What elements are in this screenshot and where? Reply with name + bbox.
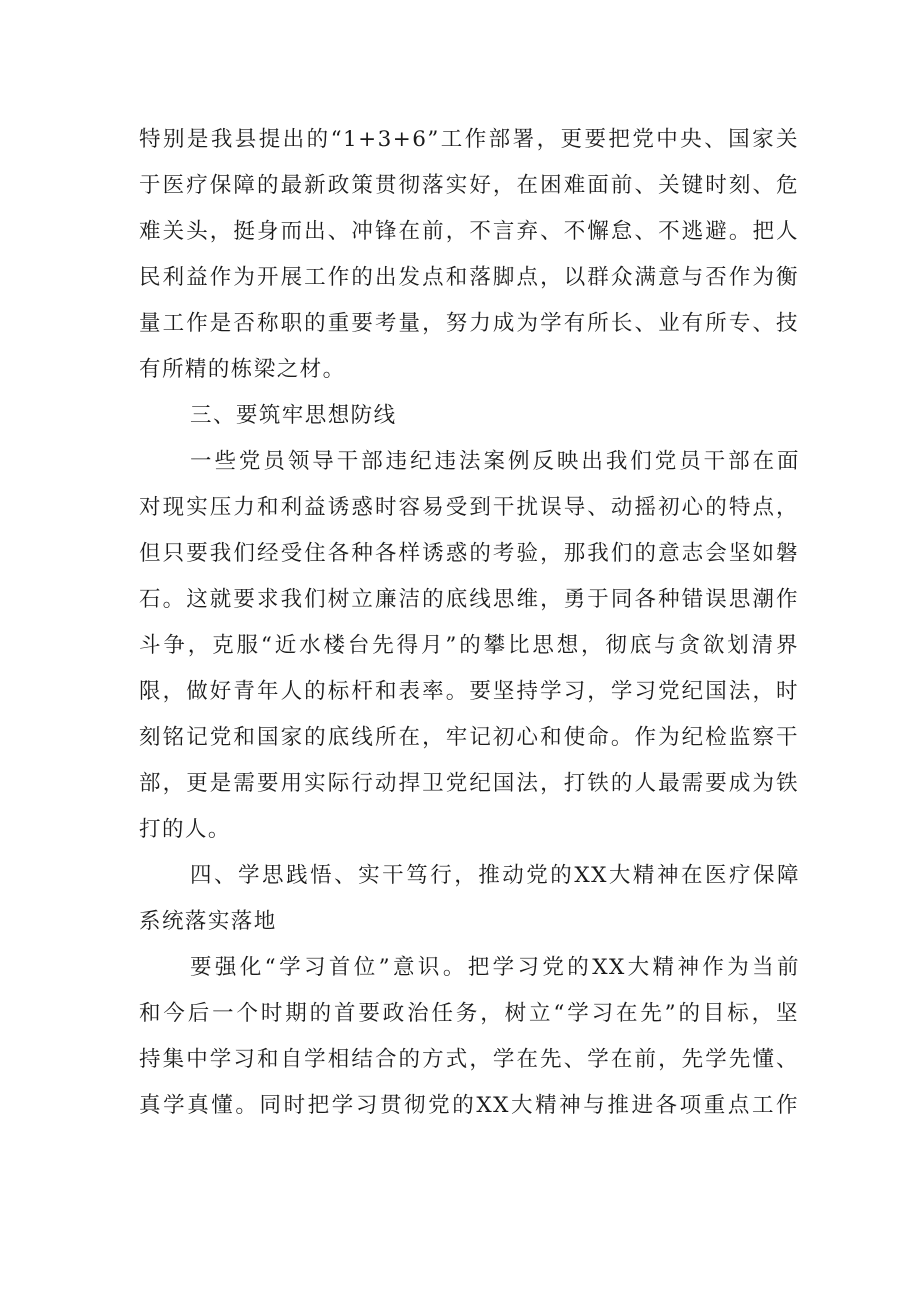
body-text-line: 难关头，挺身而出、冲锋在前，不言弃、不懈怠、不逃避。把人 [139, 219, 799, 244]
body-text-line: 刻铭记党和国家的底线所在，牢记初心和使命。作为纪检监察干 [139, 725, 799, 750]
body-text-line: 石。这就要求我们树立廉洁的底线思维，勇于同各种错误思潮作 [139, 587, 799, 612]
body-text-line: 部，更是需要用实际行动捍卫党纪国法，打铁的人最需要成为铁 [139, 771, 799, 796]
body-text-line: 和今后一个时期的首要政治任务，树立“学习在先”的目标，坚 [139, 1001, 799, 1026]
body-text-line: 限，做好青年人的标杆和表率。要坚持学习，学习党纪国法，时 [139, 679, 799, 704]
section-heading: 四、学思践悟、实干笃行，推动党的XX大精神在医疗保障 [190, 863, 800, 888]
section-heading: 三、要筑牢思想防线 [190, 403, 397, 428]
body-text-line: 于医疗保障的最新政策贯彻落实好，在困难面前、关键时刻、危 [139, 173, 799, 198]
body-text-line: 要强化“学习首位”意识。把学习党的XX大精神作为当前 [190, 955, 800, 980]
body-text-line: 民利益作为开展工作的出发点和落脚点，以群众满意与否作为衡 [139, 265, 799, 290]
body-text-line: 有所精的栋梁之材。 [139, 357, 346, 382]
body-text-line: 持集中学习和自学相结合的方式，学在先、学在前，先学先懂、 [139, 1047, 799, 1072]
section-heading: 系统落实落地 [139, 909, 277, 934]
body-text-line: 量工作是否称职的重要考量，努力成为学有所长、业有所专、技 [139, 311, 799, 336]
body-text-line: 斗争，克服“近水楼台先得月”的攀比思想，彻底与贪欲划清界 [139, 633, 799, 658]
body-text-line: 打的人。 [139, 817, 231, 842]
body-text-line: 一些党员领导干部违纪违法案例反映出我们党员干部在面 [190, 449, 800, 474]
body-text-line: 但只要我们经受住各种各样诱惑的考验，那我们的意志会坚如磐 [139, 541, 799, 566]
body-text-line: 真学真懂。同时把学习贯彻党的XX大精神与推进各项重点工作 [139, 1093, 799, 1118]
body-text-line: 对现实压力和利益诱惑时容易受到干扰误导、动摇初心的特点， [139, 495, 799, 520]
body-text-line: 特别是我县提出的“1+3+6”工作部署，更要把党中央、国家关 [139, 127, 799, 152]
